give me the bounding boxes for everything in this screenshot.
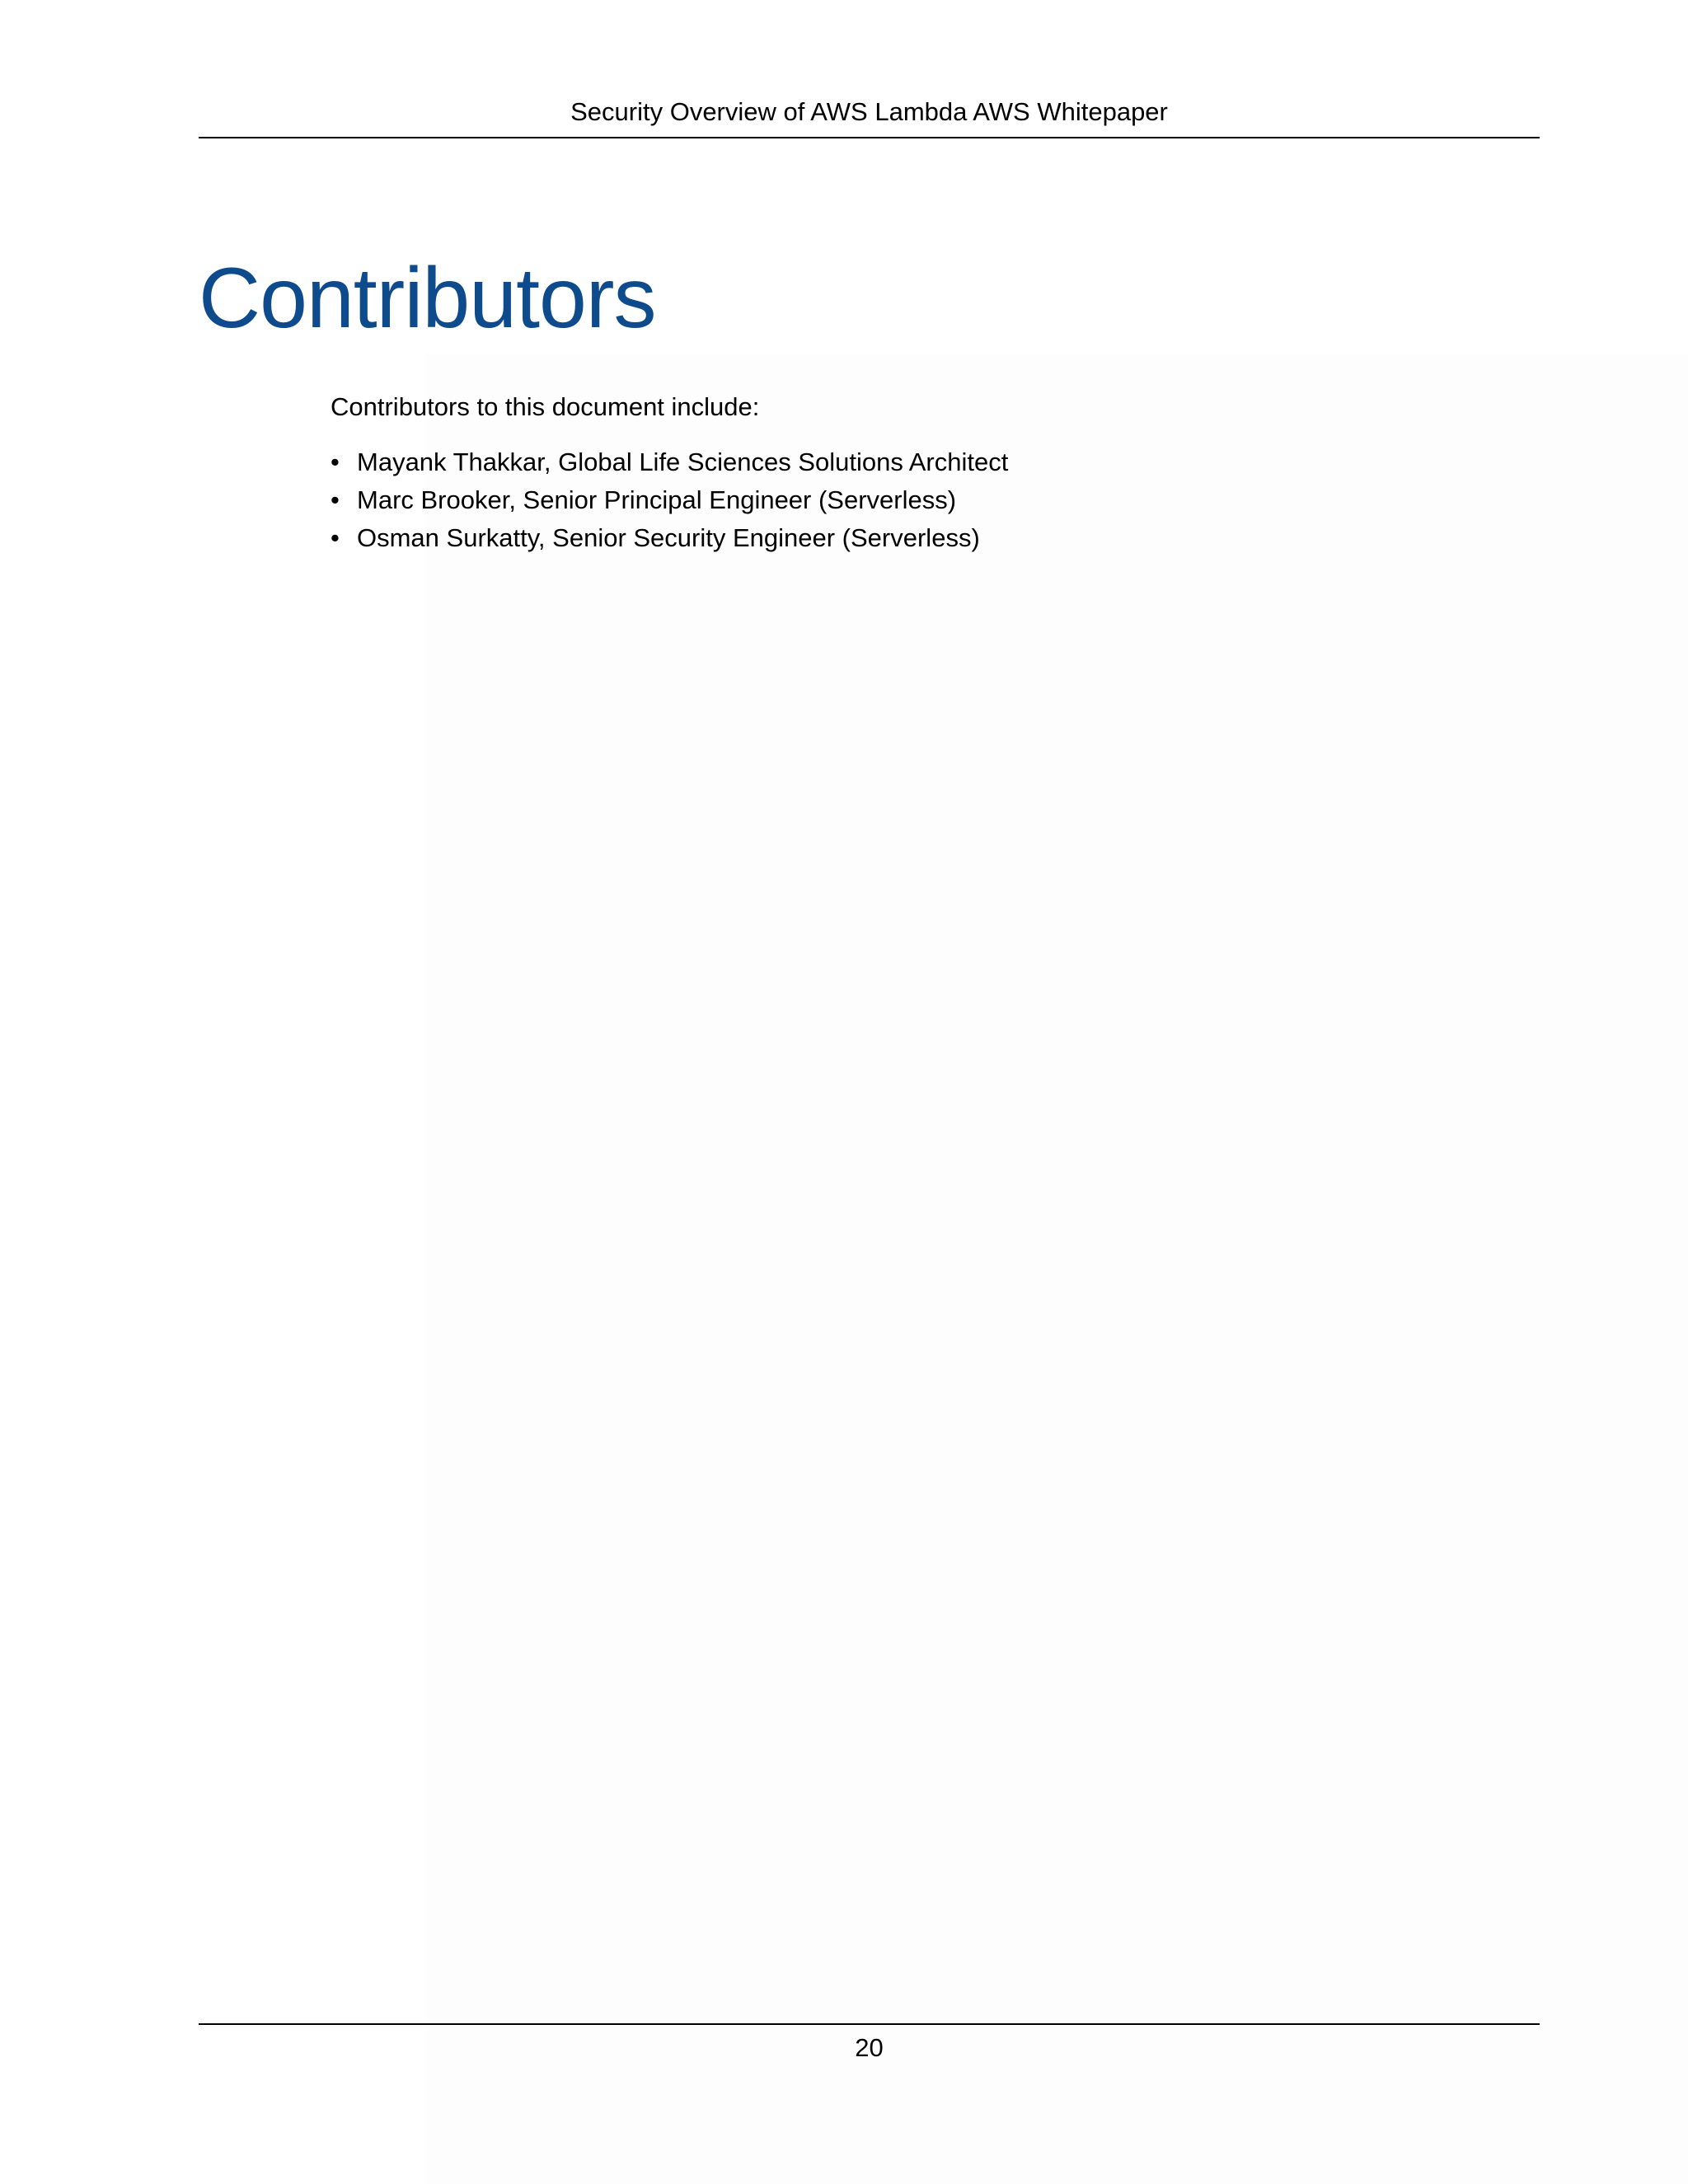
contributor-name: Marc Brooker, Senior Principal Engineer (Serverless) [357, 485, 957, 514]
footer-divider [199, 2023, 1540, 2025]
bullet-icon: • [331, 523, 340, 552]
bullet-icon: • [331, 448, 340, 476]
list-item [331, 481, 1008, 519]
header-divider [199, 137, 1540, 138]
page-number: 20 [855, 2033, 884, 2062]
contributors-intro: Contributors to this document include: [331, 392, 760, 421]
contributor-name: Osman Surkatty, Senior Security Engineer (Serverless) [357, 523, 980, 552]
running-header-title: Security Overview of AWS Lambda AWS Whitepaper [570, 97, 1168, 126]
list-item [331, 519, 1008, 557]
list-item [331, 443, 1008, 481]
contributor-name: Mayank Thakkar, Global Life Sciences Solutions Architect [357, 448, 1009, 476]
contributor-list [331, 443, 1008, 557]
page-title: Contributors [199, 251, 656, 346]
bullet-icon: • [331, 485, 340, 514]
page-background [425, 354, 1688, 2184]
